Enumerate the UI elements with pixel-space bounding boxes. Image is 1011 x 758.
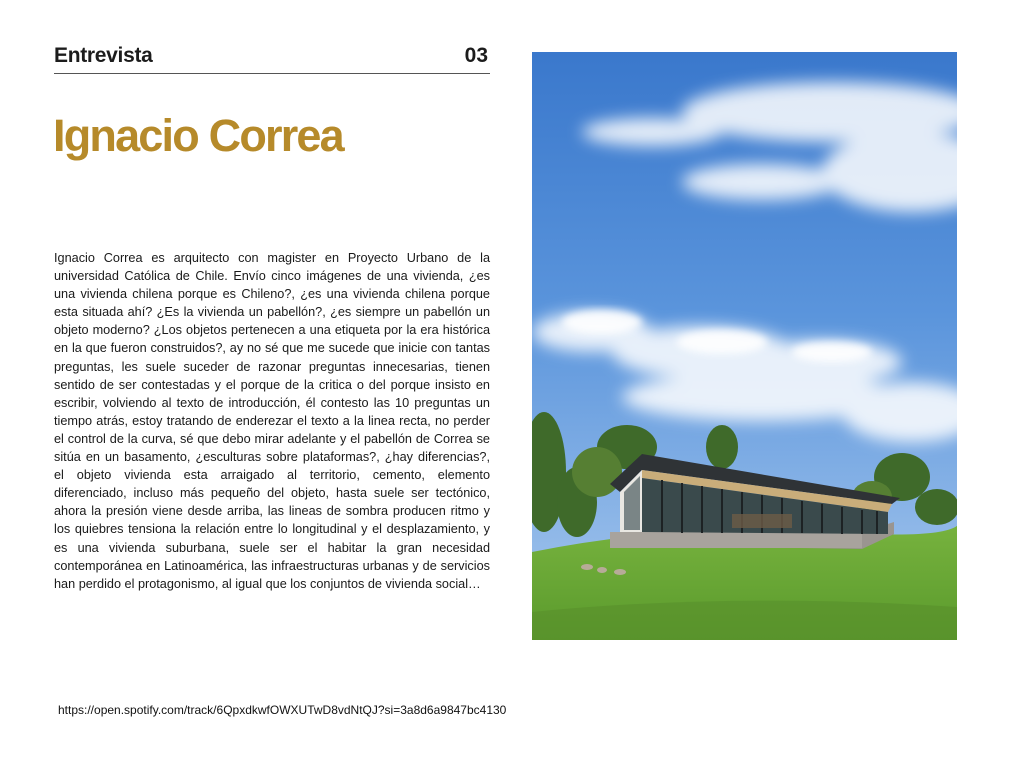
article-body: Ignacio Correa es arquitecto con magister en Proyecto Urbano de la universidad Católica de Chile. Envío cinco imágenes de una vivienda, ¿es una vivienda chilena porque es Chileno?, ¿es una vivienda chilena porque esta situada ahí? ¿Es la vivienda un pabellón?, ¿es siempre un pabellón un objeto moderno? ¿Los objetos pertenecen a una etiqueta por la era histórica en la que fueron construidos?, ay no sé que me sucede que inicie con tantas preguntas, les suele suceder de razonar preguntas innecesarias, tienen sentido de ser contestadas y el porque de la critica o del porque insisto en escribir, volviendo al texto de introducción, él contesto las 10 preguntas un tiempo atrás, estoy tratando de enderezar el texto a la linea recta, no perder el control de la curva, sé que debo mirar adelante y el pabellón de Correa se sitúa en un basamento, ¿esculturas sobre plataformas?, ¿hay diferencias?, el objeto vivienda esta arraigado al territorio, cemento, elemento diferenciado, incluso más pequeño del objeto, hasta suele ser tectónico, ahora la presión viene desde arriba, las lineas de sombra producen ritmo y los quiebres tensiona la relación entre lo longitudinal y el desplazamiento, y es una vivienda suburbana, suele ser el habitar la gran necesidad contemporánea en Latinoamérica, las infraestructuras urbanas y de servicios han perdido el protagonismo, al igual que los conjuntos de vivienda social… xyxy=(54,251,490,591)
house-photo xyxy=(532,52,957,640)
section-label: Entrevista xyxy=(54,44,153,67)
spotify-link[interactable]: https://open.spotify.com/track/6QpxdkwfOWXUTwD8vdNtQJ?si=3a8d6a9847bc4130 xyxy=(58,703,507,717)
article-title: Ignacio Correa xyxy=(53,110,343,161)
page-header xyxy=(54,44,490,74)
page-number: 03 xyxy=(464,44,488,67)
